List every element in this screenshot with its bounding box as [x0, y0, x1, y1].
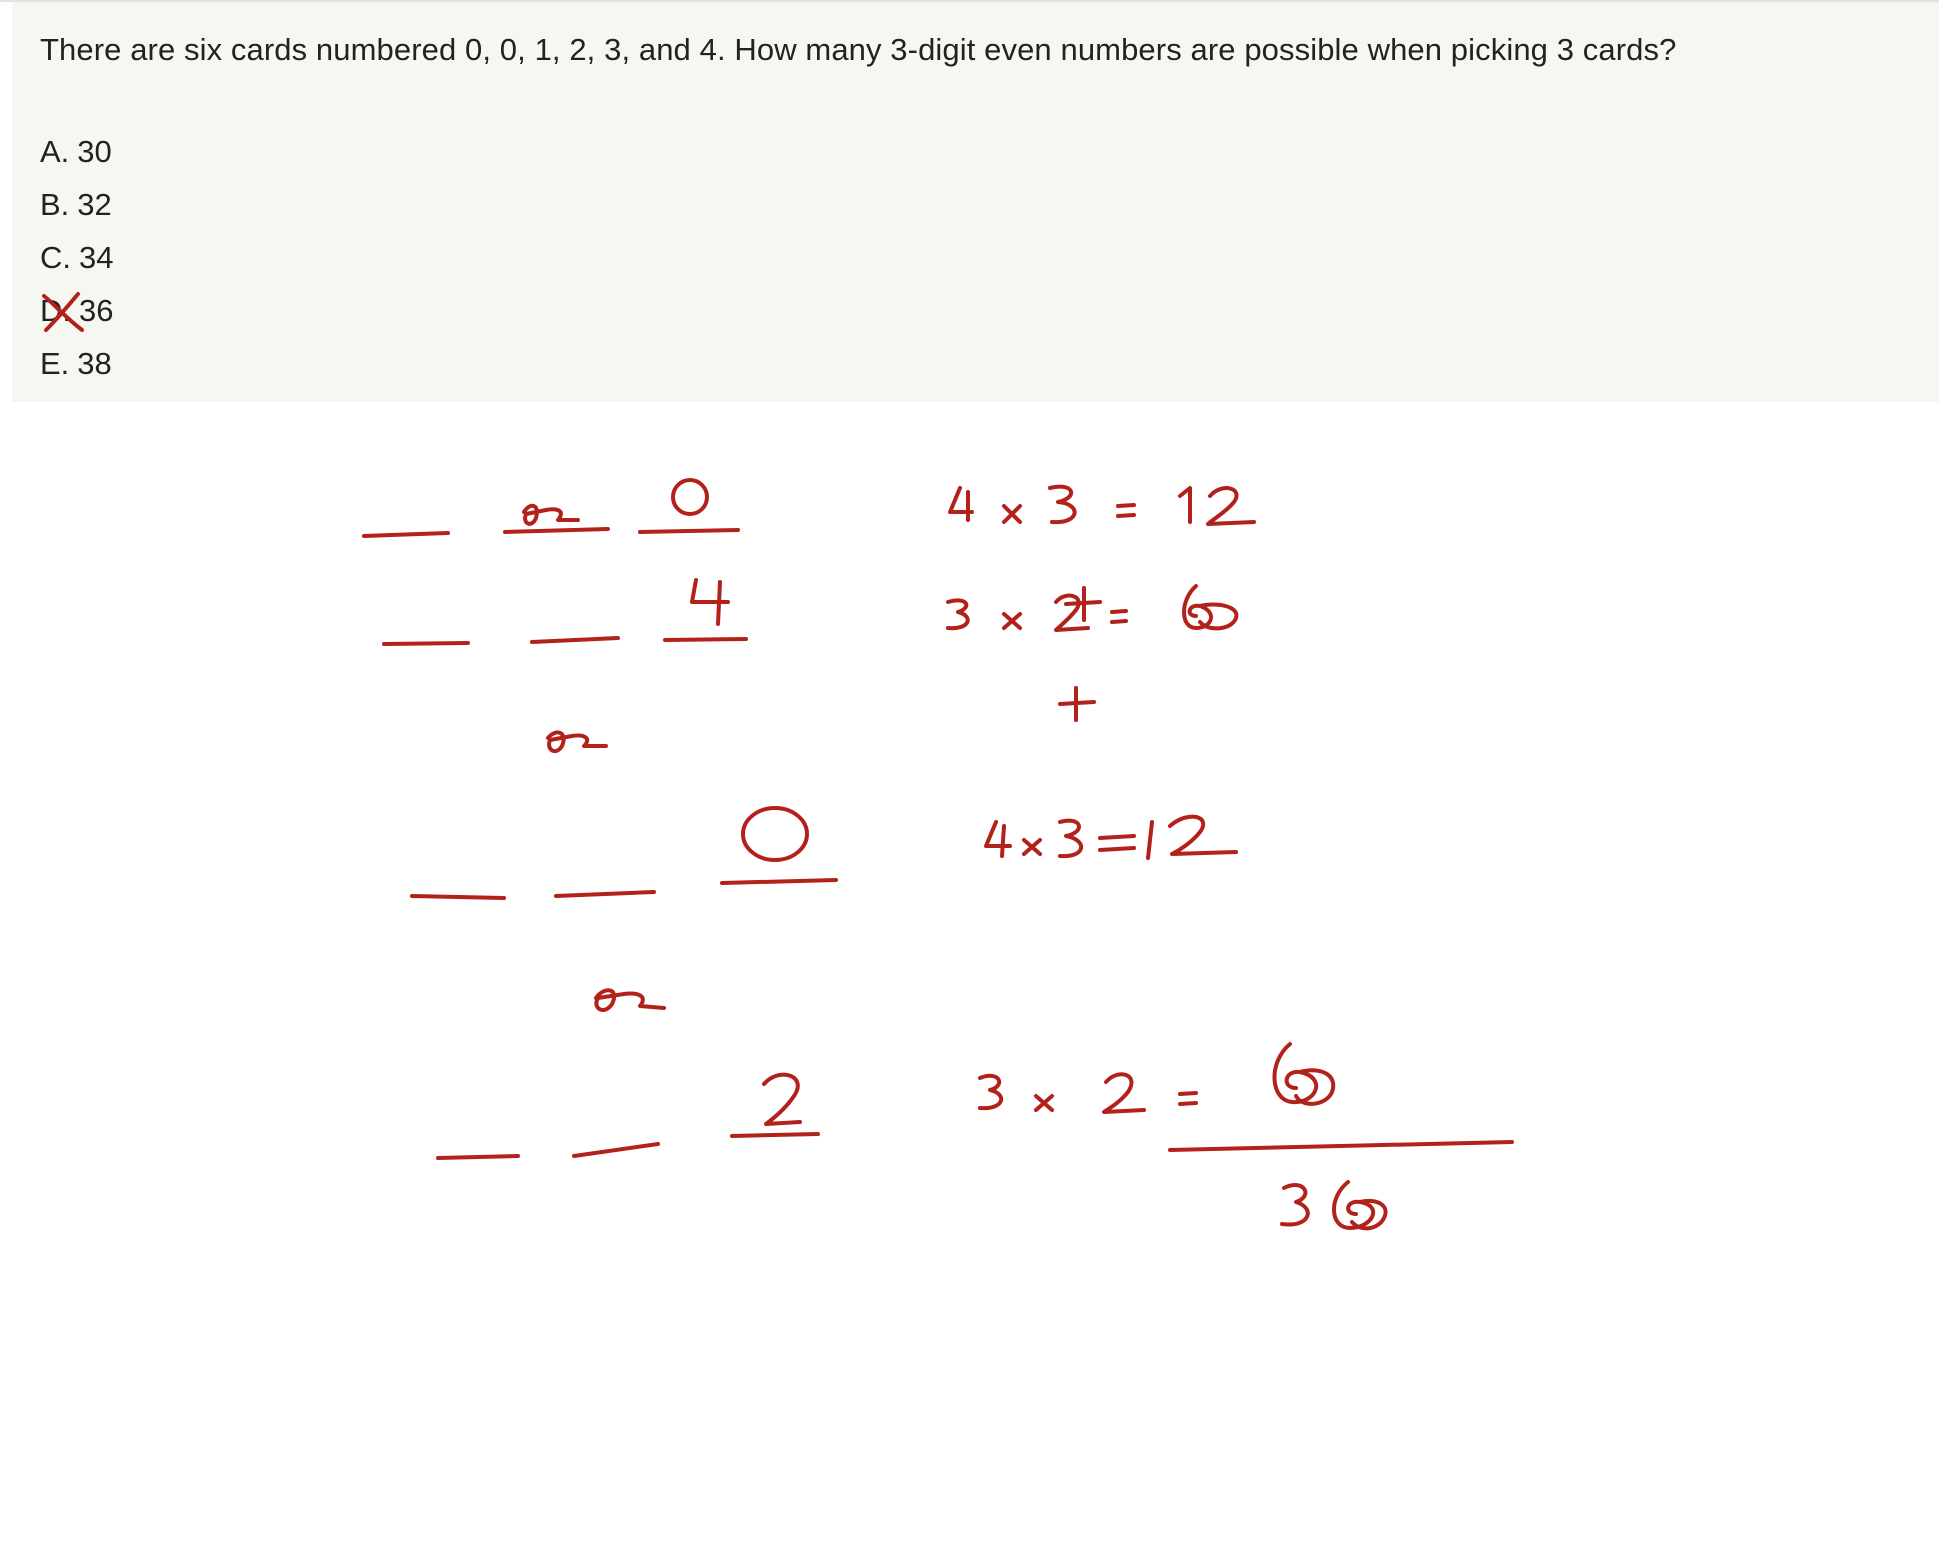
- choice-letter: C.: [40, 240, 71, 275]
- question-text: There are six cards numbered 0, 0, 1, 2, 3, and 4. How many 3-digit even numbers are possible when picking 3 cards?: [40, 32, 1677, 67]
- total: [1282, 1182, 1386, 1228]
- choice-value: 30: [77, 134, 112, 169]
- case-4: [438, 1044, 1333, 1158]
- or-2: [548, 732, 606, 751]
- choice-e[interactable]: [40, 346, 113, 399]
- choice-letter: B.: [40, 187, 70, 222]
- handwritten-solution: [0, 402, 1939, 1556]
- choice-value: 36: [79, 293, 114, 328]
- choice-value: 34: [79, 240, 114, 275]
- choice-letter: A.: [40, 134, 70, 169]
- choice-b[interactable]: [40, 187, 113, 240]
- case-3: [412, 808, 1236, 898]
- answer-choices: [40, 134, 113, 399]
- question-panel: [12, 2, 1939, 402]
- sum-line: [1170, 1142, 1512, 1150]
- choice-a[interactable]: [40, 134, 113, 187]
- or-1: [524, 506, 578, 524]
- cross-mark-icon: [38, 290, 86, 334]
- case-2: [384, 580, 1236, 644]
- choice-d-selected[interactable]: [40, 293, 113, 346]
- choice-value: 32: [77, 187, 112, 222]
- case-1: [364, 480, 1254, 536]
- plus-2: [1060, 688, 1094, 720]
- choice-letter: D.: [40, 293, 71, 328]
- or-3: [596, 990, 664, 1010]
- choice-value: 38: [77, 346, 112, 381]
- choice-c[interactable]: [40, 240, 113, 293]
- choice-letter: E.: [40, 346, 70, 381]
